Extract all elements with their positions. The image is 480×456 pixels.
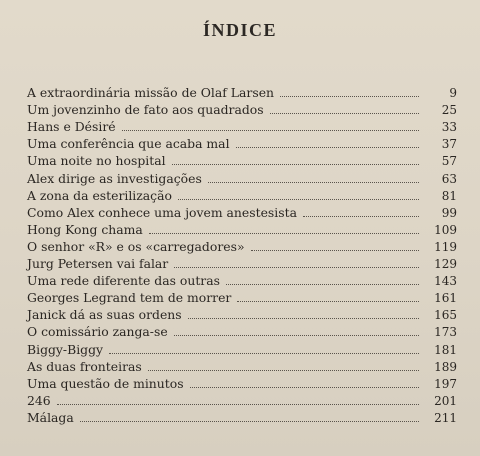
toc-entry xyxy=(27,374,457,391)
chapter-title: Como Alex conhece uma jovem anestesista xyxy=(27,204,297,220)
chapter-title: Hong Kong chama xyxy=(27,221,143,237)
page-title: ÍNDICE xyxy=(202,20,277,40)
dot-leader xyxy=(174,335,419,336)
toc-entry xyxy=(27,288,457,305)
dot-leader xyxy=(148,370,419,371)
dot-leader xyxy=(57,404,419,405)
dot-leader xyxy=(237,301,419,302)
chapter-title: Alex dirige as investigações xyxy=(27,170,202,186)
chapter-title: Janick dá as suas ordens xyxy=(27,307,182,323)
chapter-title: Jurg Petersen vai falar xyxy=(27,256,169,272)
chapter-title: Málaga xyxy=(27,409,74,425)
page-number: 57 xyxy=(441,154,457,169)
chapter-title: Uma conferência que acaba mal xyxy=(27,136,230,152)
page-number: 165 xyxy=(434,308,457,323)
dot-leader xyxy=(80,421,419,422)
toc-entry xyxy=(27,134,457,151)
toc-entry xyxy=(27,391,457,408)
toc-entry xyxy=(27,220,457,237)
chapter-title: As duas fronteiras xyxy=(27,358,142,374)
toc-entry xyxy=(27,186,457,203)
dot-leader xyxy=(149,233,419,234)
page-number: 81 xyxy=(441,188,457,203)
chapter-title: Uma rede diferente das outras xyxy=(27,273,220,289)
page-number: 143 xyxy=(434,274,457,289)
page-number: 63 xyxy=(441,171,457,186)
toc-entry xyxy=(27,357,457,374)
page-number: 189 xyxy=(434,359,457,374)
toc-entry xyxy=(27,339,457,356)
toc-entry xyxy=(27,203,457,220)
page-number: 173 xyxy=(434,325,457,340)
toc-entry xyxy=(27,117,457,134)
chapter-title: A extraordinária missão de Olaf Larsen xyxy=(27,85,275,101)
page-number: 119 xyxy=(434,239,457,254)
toc-entry xyxy=(27,408,457,425)
toc-entry xyxy=(27,322,457,339)
chapter-title: O senhor «R» e os «carregadores» xyxy=(27,238,245,254)
dot-leader xyxy=(208,182,419,183)
chapter-title: 246 xyxy=(27,392,51,408)
dot-leader xyxy=(236,147,419,148)
dot-leader xyxy=(122,130,419,131)
dot-leader xyxy=(172,164,419,165)
page-number: 99 xyxy=(441,205,457,220)
page-number: 201 xyxy=(434,393,457,408)
toc-entry xyxy=(27,271,457,288)
chapter-title: Biggy-Biggy xyxy=(27,341,104,357)
page-number: 25 xyxy=(441,103,457,118)
table-of-contents xyxy=(27,83,457,425)
toc-entry xyxy=(27,305,457,322)
toc-entry xyxy=(27,151,457,168)
chapter-title: Georges Legrand tem de morrer xyxy=(27,290,232,306)
page-number: 197 xyxy=(434,376,457,391)
chapter-title: Hans e Désiré xyxy=(27,119,116,135)
dot-leader xyxy=(280,96,419,97)
dot-leader xyxy=(174,267,419,268)
toc-entry xyxy=(27,168,457,185)
dot-leader xyxy=(178,199,419,200)
page-number: 129 xyxy=(434,257,457,272)
toc-entry xyxy=(27,254,457,271)
page-number: 161 xyxy=(434,291,457,306)
chapter-title: Um jovenzinho de fato aos quadrados xyxy=(27,102,264,118)
dot-leader xyxy=(251,250,419,251)
page-number: 33 xyxy=(441,120,457,135)
dot-leader xyxy=(188,318,419,319)
chapter-title: Uma questão de minutos xyxy=(27,375,184,391)
dot-leader xyxy=(190,387,419,388)
dot-leader xyxy=(270,113,419,114)
page-number: 9 xyxy=(449,86,457,101)
chapter-title: A zona da esterilização xyxy=(27,187,172,203)
dot-leader xyxy=(226,284,419,285)
toc-entry xyxy=(27,83,457,100)
chapter-title: Uma noite no hospital xyxy=(27,153,166,169)
toc-entry xyxy=(27,100,457,117)
page-number: 37 xyxy=(441,137,457,152)
page-number: 109 xyxy=(434,222,457,237)
dot-leader xyxy=(109,353,419,354)
chapter-title: O comissário zanga-se xyxy=(27,324,168,340)
dot-leader xyxy=(303,216,419,217)
page-number: 211 xyxy=(434,410,457,425)
toc-entry xyxy=(27,237,457,254)
page-number: 181 xyxy=(434,342,457,357)
